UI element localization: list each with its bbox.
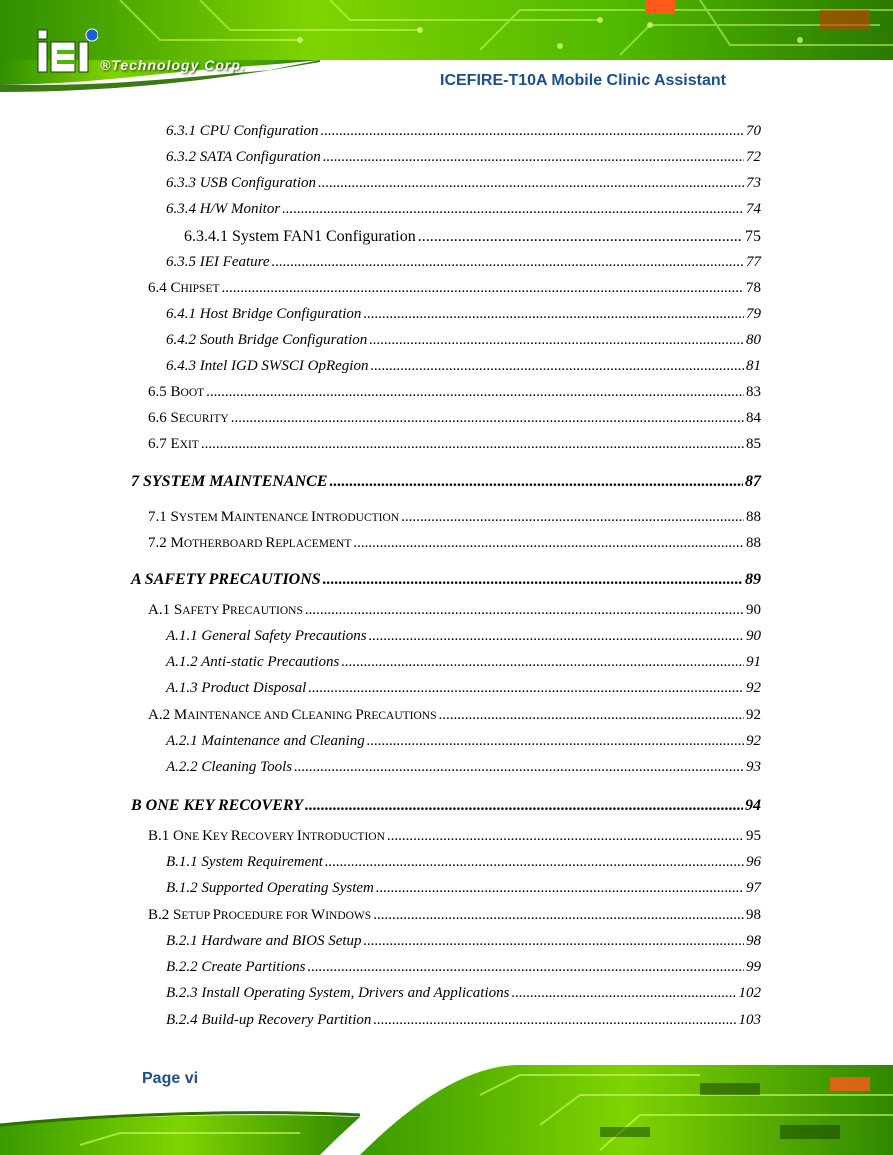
dot-leader <box>363 306 744 323</box>
toc-entry[interactable] <box>148 509 761 526</box>
toc-entry[interactable] <box>148 280 761 297</box>
toc-entry-label: B.1 ONE KEY RECOVERY INTRODUCTION <box>148 828 385 844</box>
toc-entry[interactable] <box>166 306 761 323</box>
toc-entry-page: 84 <box>746 410 761 426</box>
toc-entry-page: 90 <box>746 628 761 644</box>
dot-leader <box>307 959 744 976</box>
toc-entry-label: 6.6 SECURITY <box>148 410 229 426</box>
toc-entry-label: A.1.1 General Safety Precautions <box>166 628 367 644</box>
dot-leader <box>401 509 744 526</box>
dot-leader <box>364 933 744 950</box>
toc-entry-label: A.1.3 Product Disposal <box>166 680 307 696</box>
toc-entry-page: 72 <box>746 149 761 165</box>
dot-leader <box>341 654 744 671</box>
toc-entry-label: 6.7 EXIT <box>148 436 199 452</box>
toc-entry-page: 98 <box>746 933 761 949</box>
toc-entry-label: A.1.2 Anti-static Precautions <box>166 654 340 670</box>
toc-entry-page: 81 <box>746 358 761 374</box>
dot-leader <box>367 733 744 750</box>
dot-leader <box>272 254 744 271</box>
toc-entry-label: 6.4.3 Intel IGD SWSCI OpRegion <box>166 358 369 374</box>
toc-entry-page: 83 <box>746 384 761 400</box>
toc-entry[interactable] <box>148 907 761 924</box>
dot-leader <box>373 907 744 924</box>
toc-entry[interactable] <box>166 654 761 671</box>
toc-entry[interactable] <box>166 880 761 897</box>
toc-entry[interactable] <box>166 628 761 645</box>
page-header <box>0 0 893 110</box>
toc-entry-page: 79 <box>746 306 761 322</box>
toc-entry-page: 102 <box>738 985 761 1001</box>
toc-entry-label: 7 SYSTEM MAINTENANCE <box>131 473 328 490</box>
circuit-board-footer <box>0 1055 893 1155</box>
toc-entry-label: 6.3.5 IEI Feature <box>166 254 270 270</box>
toc-entry-label: 6.3.3 USB Configuration <box>166 175 317 191</box>
toc-entry[interactable] <box>166 759 761 776</box>
toc-entry-page: 88 <box>746 535 761 551</box>
toc-entry-page: 95 <box>746 828 761 844</box>
toc-entry-label: B.2.3 Install Operating System, Drivers and Applications <box>166 985 510 1001</box>
toc-entry-label: 6.4.2 South Bridge Configuration <box>166 332 368 348</box>
toc-entry-page: 87 <box>745 473 761 490</box>
toc-entry-page: 94 <box>745 797 761 814</box>
toc-entry[interactable] <box>148 436 761 453</box>
toc-entry[interactable] <box>166 733 761 750</box>
toc-entry-label: B.2.4 Build-up Recovery Partition <box>166 1012 372 1028</box>
dot-leader <box>373 1012 736 1029</box>
company-tagline: ®Technology Corp. <box>100 57 246 73</box>
toc-entry[interactable] <box>166 1012 761 1029</box>
toc-entry[interactable] <box>166 933 761 950</box>
toc-entry-label: B.2.1 Hardware and BIOS Setup <box>166 933 362 949</box>
toc-entry-page: 92 <box>746 733 761 749</box>
toc-entry[interactable] <box>166 680 761 697</box>
toc-entry[interactable] <box>148 828 761 845</box>
dot-leader <box>323 149 744 166</box>
dot-leader <box>206 384 744 401</box>
dot-leader <box>308 680 744 697</box>
toc-entry[interactable] <box>148 602 761 619</box>
dot-leader <box>201 436 744 453</box>
toc-entry-page: 70 <box>746 123 761 139</box>
dot-leader <box>511 985 736 1002</box>
dot-leader <box>222 280 745 297</box>
dot-leader <box>369 332 744 349</box>
toc-entry-page: 88 <box>746 509 761 525</box>
toc-entry-label: 6.3.4 H/W Monitor <box>166 201 281 217</box>
toc-entry[interactable] <box>166 985 761 1002</box>
toc-entry-label: 6.4 CHIPSET <box>148 280 220 296</box>
toc-entry[interactable] <box>166 149 761 166</box>
toc-entry-page: 90 <box>746 602 761 618</box>
toc-entry-label: A.1 SAFETY PRECAUTIONS <box>148 602 303 618</box>
toc-entry-page: 98 <box>746 907 761 923</box>
toc-entry-label: A.2.2 Cleaning Tools <box>166 759 293 775</box>
company-logo <box>36 28 98 74</box>
toc-entry-page: 103 <box>738 1012 761 1028</box>
toc-entry-label: A.2.1 Maintenance and Cleaning <box>166 733 365 749</box>
toc-entry[interactable] <box>184 228 761 246</box>
dot-leader <box>294 759 744 776</box>
toc-entry-label: 6.3.1 CPU Configuration <box>166 123 319 139</box>
page-number: Page vi <box>142 1070 199 1087</box>
toc-entry-page: 73 <box>746 175 761 191</box>
circuit-board-banner <box>0 0 893 110</box>
toc-entry[interactable] <box>166 123 761 140</box>
toc-entry-page: 89 <box>745 571 761 588</box>
toc-entry-label: B.1.1 System Requirement <box>166 854 323 870</box>
document-title: ICEFIRE-T10A Mobile Clinic Assistant <box>440 72 726 89</box>
toc-entry-page: 97 <box>746 880 761 896</box>
toc-entry-label: B.1.2 Supported Operating System <box>166 880 374 896</box>
page-footer <box>0 1055 893 1155</box>
toc-entry-label: B ONE KEY RECOVERY <box>131 797 304 814</box>
toc-entry-page: 99 <box>746 959 761 975</box>
toc-entry[interactable] <box>148 384 761 401</box>
toc-entry-label: 6.3.4.1 System FAN1 Configuration <box>184 228 416 245</box>
toc-entry-page: 78 <box>746 280 761 296</box>
toc-entry-label: A SAFETY PRECAUTIONS <box>131 571 321 588</box>
dot-leader <box>376 880 744 897</box>
dot-leader <box>369 628 744 645</box>
dot-leader <box>282 201 744 218</box>
dot-leader <box>370 358 744 375</box>
dot-leader <box>321 123 744 140</box>
toc-entry[interactable] <box>166 959 761 976</box>
dot-leader <box>318 175 744 192</box>
toc-entry-label: 6.5 BOOT <box>148 384 205 400</box>
toc-entry[interactable] <box>166 201 761 218</box>
dot-leader <box>231 410 744 427</box>
dot-leader <box>305 602 744 619</box>
toc-entry-label: 7.2 MOTHERBOARD REPLACEMENT <box>148 535 352 551</box>
toc-entry-label: A.2 MAINTENANCE AND CLEANING PRECAUTIONS <box>148 707 437 723</box>
dot-leader <box>439 707 744 724</box>
toc-entry-page: 74 <box>746 201 761 217</box>
toc-entry-page: 77 <box>746 254 761 270</box>
toc-entry-page: 91 <box>746 654 761 670</box>
toc-entry[interactable] <box>166 175 761 192</box>
toc-entry-page: 85 <box>746 436 761 452</box>
dot-leader <box>330 473 744 491</box>
toc-entry[interactable] <box>148 535 761 552</box>
toc-entry-page: 92 <box>746 680 761 696</box>
dot-leader <box>353 535 744 552</box>
toc-entry-label: 7.1 SYSTEM MAINTENANCE INTRODUCTION <box>148 509 400 525</box>
dot-leader <box>325 854 744 871</box>
toc-entry[interactable] <box>131 797 761 815</box>
toc-entry-page: 96 <box>746 854 761 870</box>
dot-leader <box>418 228 743 246</box>
toc-entry-page: 80 <box>746 332 761 348</box>
toc-entry[interactable] <box>148 410 761 427</box>
dot-leader <box>387 828 744 845</box>
toc-entry-page: 75 <box>745 228 761 245</box>
toc-entry[interactable] <box>131 473 761 491</box>
dot-leader <box>305 797 743 815</box>
toc-entry[interactable] <box>166 332 761 349</box>
toc-entry-page: 92 <box>746 707 761 723</box>
toc-entry[interactable] <box>148 707 761 724</box>
toc-entry[interactable] <box>166 358 761 375</box>
toc-entry-label: B.2 SETUP PROCEDURE FOR WINDOWS <box>148 907 372 923</box>
toc-entry-page: 93 <box>746 759 761 775</box>
toc-entry-label: B.2.2 Create Partitions <box>166 959 306 975</box>
toc-entry-label: 6.3.2 SATA Configuration <box>166 149 321 165</box>
toc-entry-label: 6.4.1 Host Bridge Configuration <box>166 306 362 322</box>
toc-entry[interactable] <box>166 854 761 871</box>
toc-entry[interactable] <box>131 571 761 589</box>
toc-entry[interactable] <box>166 254 761 271</box>
dot-leader <box>323 571 743 589</box>
